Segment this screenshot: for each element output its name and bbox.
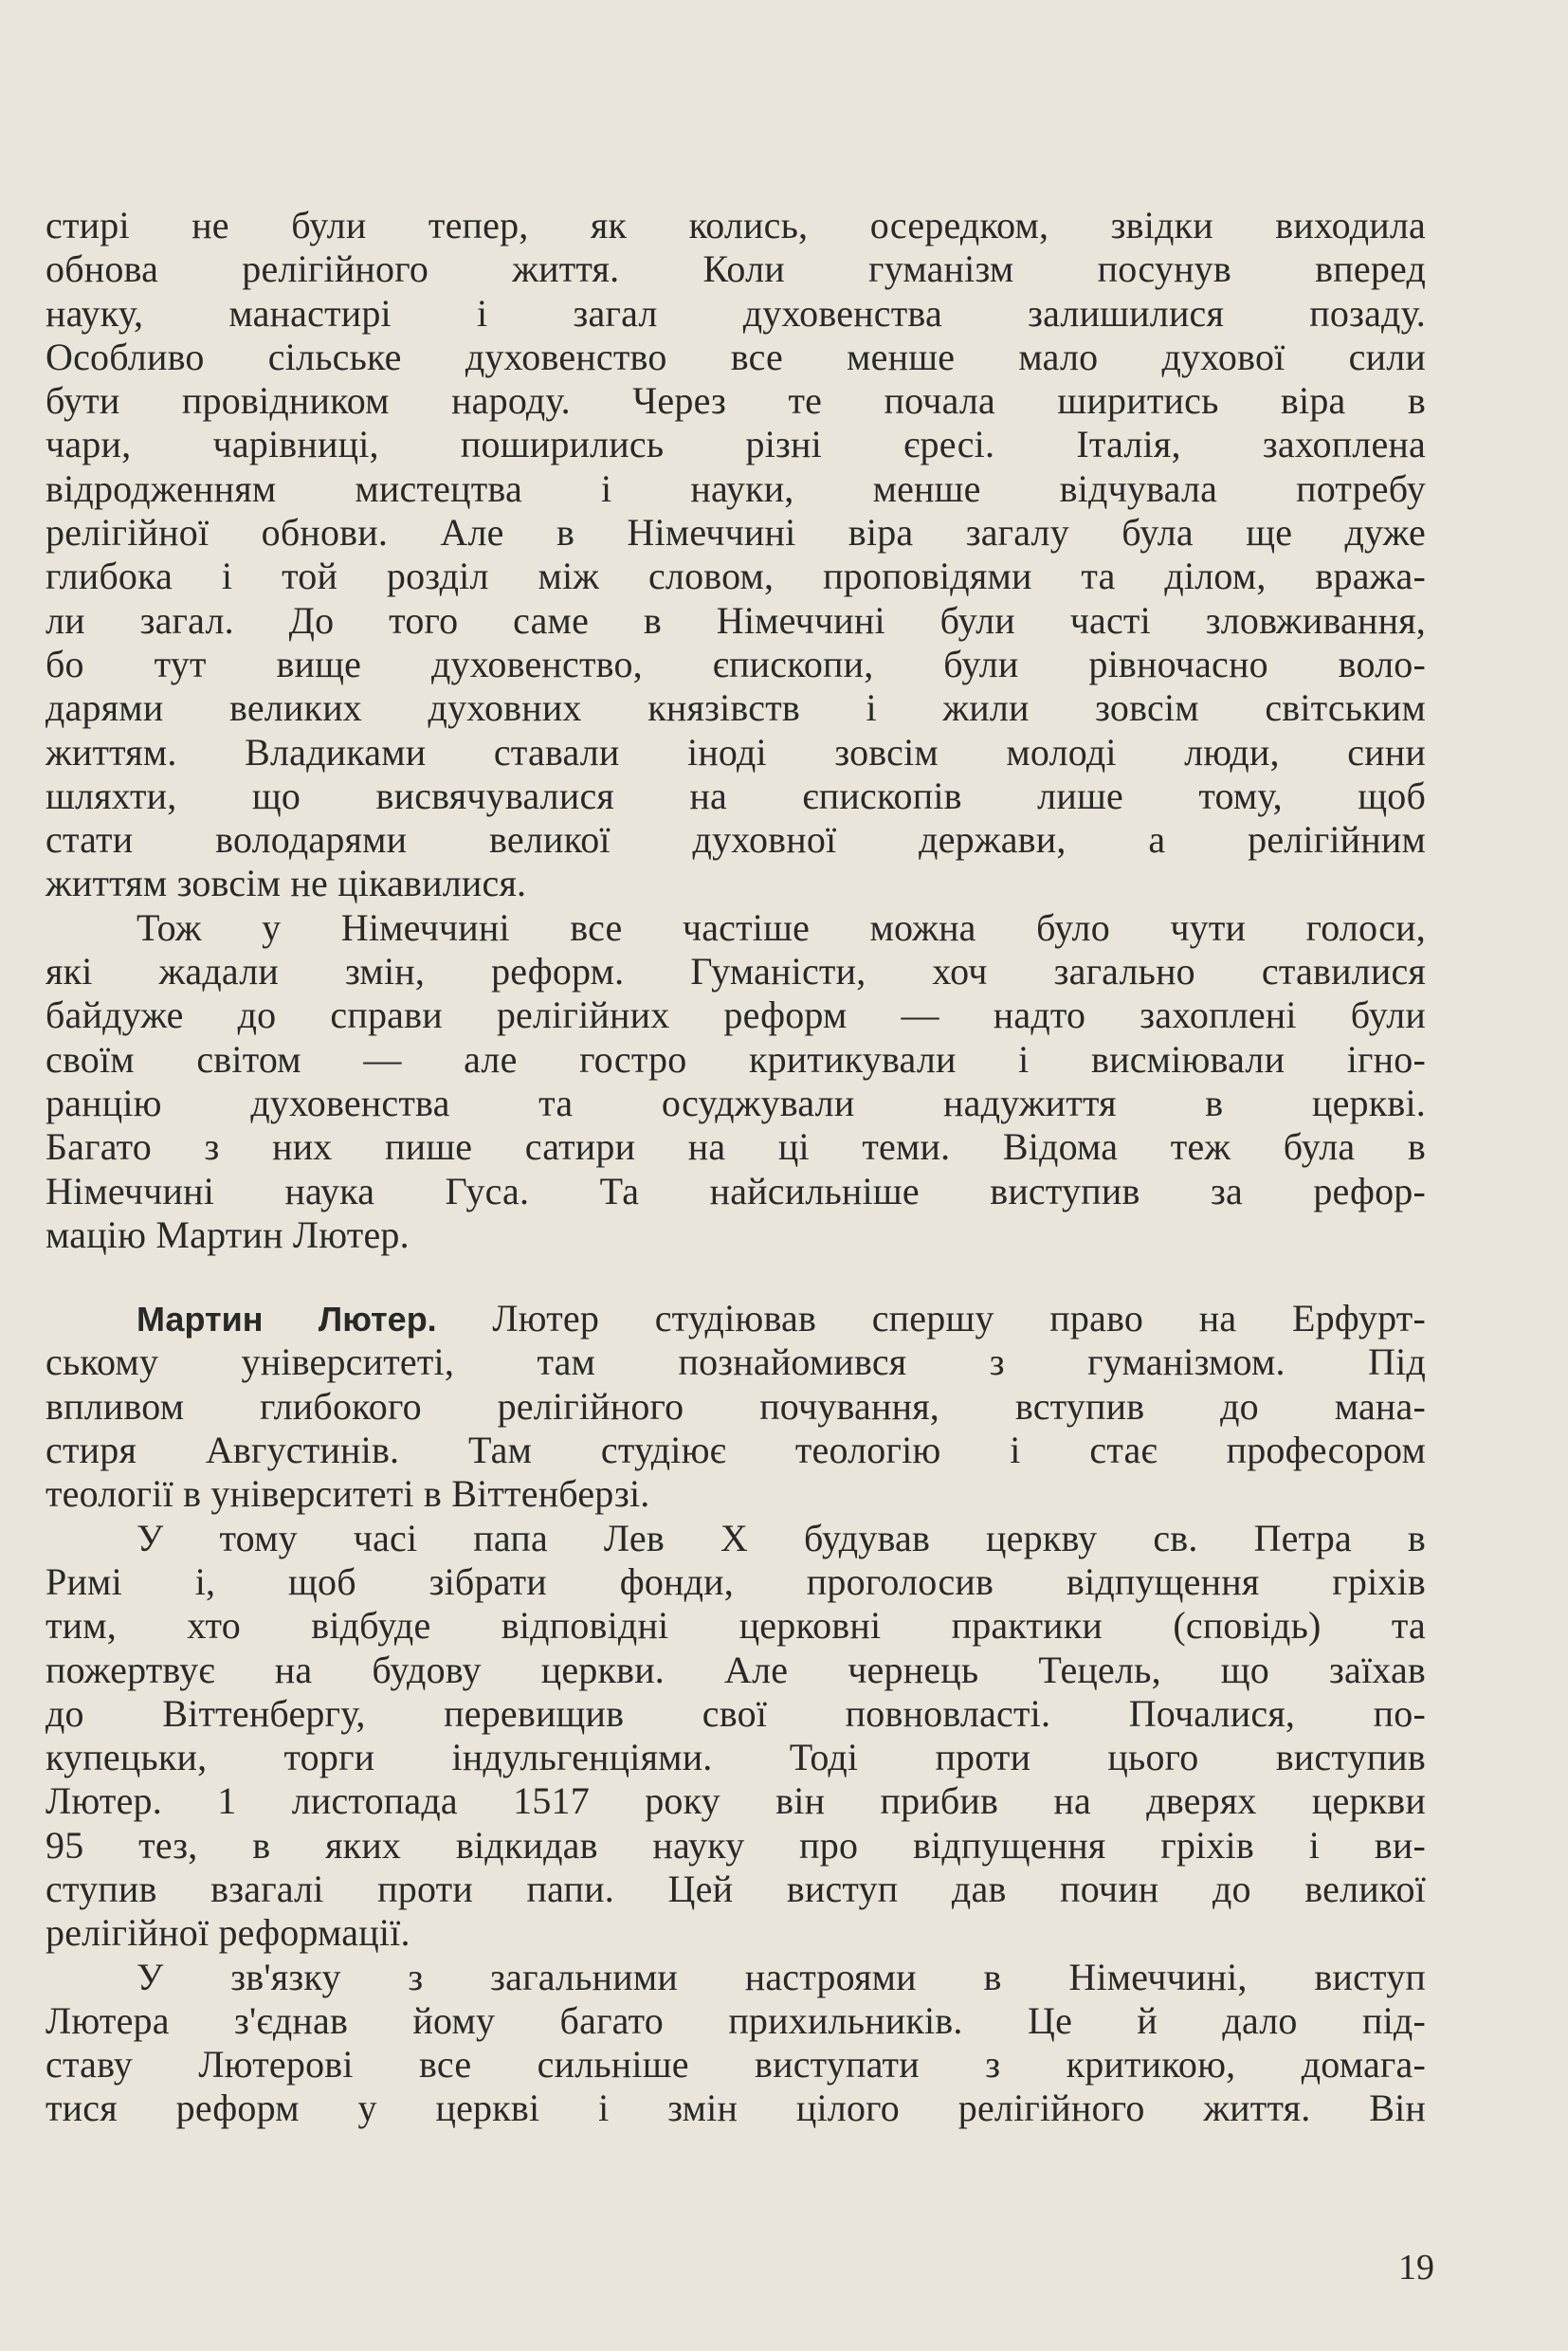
text-line: ставу Лютерові все сильніше виступати з критикою, домага-	[46, 2043, 1426, 2087]
text-line: ранцію духовенства та осуджували надужиття в церкві.	[46, 1081, 1426, 1124]
text-line	[46, 1297, 1426, 1340]
text-line: ському університеті, там познайомився з гуманізмом. Під	[46, 1340, 1426, 1384]
section-gap	[46, 1257, 1426, 1297]
text-line: впливом глибокого релігійного почування, вступив до мана-	[46, 1384, 1426, 1428]
text-line: Німеччині наука Гуса. Та найсильніше виступив за рефор-	[46, 1169, 1426, 1212]
text-line: стати володарями великої духовної держави, а релігійним	[46, 818, 1426, 862]
text-line: мацію Мартин Лютер.	[46, 1212, 410, 1256]
text-line: пожертвує на будову церкви. Але чернець Тецель, що заїхав	[46, 1648, 1426, 1691]
text-line: Особливо сільське духовенство все менше мало духової сили	[46, 335, 1426, 378]
text-line: ли загал. До того саме в Німеччині були часті зловживання,	[46, 598, 1426, 642]
page-number: 19	[1398, 2248, 1434, 2287]
text-line: бути провідником народу. Через те почала ширитись віра в	[46, 379, 1426, 423]
paragraph-4	[46, 1517, 1426, 1956]
text-line: до Віттенбергу, перевищив свої повновласті. Почалися, по-	[46, 1691, 1426, 1735]
text-line: життям зовсім не цікавилися.	[46, 862, 527, 905]
text-line: тим, хто відбуде відповідні церковні практики (сповідь) та	[46, 1604, 1426, 1648]
text-line: Лютер. 1 листопада 1517 року він прибив на дверях церкви	[46, 1779, 1426, 1823]
text-line: які жадали змін, реформ. Гуманісти, хоч загально ставилися	[46, 950, 1426, 993]
paragraph-2	[46, 906, 1426, 1257]
text-line: У зв'язку з загальними настроями в Німеччині, виступ	[137, 1955, 1426, 1998]
body-text	[46, 204, 1426, 2131]
section-heading: Мартин Лютер.	[137, 1300, 437, 1340]
text-line: дарями великих духовних князівств і жили зовсім світським	[46, 686, 1426, 730]
text-line: релігійної реформації.	[46, 1911, 410, 1955]
text-line: релігійної обнови. Але в Німеччині віра загалу була ще дуже	[46, 511, 1426, 555]
paragraph-5	[46, 1956, 1426, 2131]
text-line: відродженням мистецтва і науки, менше відчувала потребу	[46, 466, 1426, 510]
text-line: Римі і, щоб зібрати фонди, проголосив відпущення гріхів	[46, 1559, 1426, 1603]
text-line: ступив взагалі проти папи. Цей виступ дав почин до великої	[46, 1867, 1426, 1910]
text-line: тися реформ у церкві і змін цілого релігійного життя. Він	[46, 2087, 1426, 2130]
text-line: У тому часі папа Лев X будував церкву св. Петра в	[137, 1516, 1426, 1559]
text-line: стирі не були тепер, як колись, осередком, звідки виходила	[46, 204, 1426, 246]
text-line: Багато з них пише сатири на ці теми. Відома теж була в	[46, 1125, 1426, 1169]
text-line: бо тут вище духовенство, єпископи, були рівночасно воло-	[46, 642, 1426, 685]
text-line: шляхти, що висвячувалися на єпископів лише тому, щоб	[46, 774, 1426, 817]
text-line: теології в університеті в Віттенберзі.	[46, 1472, 650, 1516]
text-line: Лютера з'єднав йому багато прихильників. Це й дало під-	[46, 1998, 1426, 2042]
text-line-rest: Лютер студіював спершу право на Ерфурт-	[436, 1297, 1426, 1340]
paragraph-3	[46, 1297, 1426, 1516]
paragraph-1	[46, 204, 1426, 906]
text-line: чари, чарівниці, поширились різні єресі. Італія, захоплена	[46, 423, 1426, 466]
text-line: життям. Владиками ставали іноді зовсім молоді люди, сини	[46, 730, 1426, 774]
text-line: байдуже до справи релігійних реформ — надто захоплені були	[46, 993, 1426, 1037]
text-line: глибока і той розділ між словом, проповідями та ділом, вража-	[46, 555, 1426, 598]
text-line: обнова релігійного життя. Коли гуманізм посунув вперед	[46, 247, 1426, 291]
text-line: купецьки, торги індульгенціями. Тоді проти цього виступив	[46, 1736, 1426, 1779]
text-line: науку, манастирі і загал духовенства залишилися позаду.	[46, 291, 1426, 335]
text-line: 95 тез, в яких відкидав науку про відпущення гріхів і ви-	[46, 1823, 1426, 1867]
text-line: Тож у Німеччині все частіше можна було чути голоси,	[137, 905, 1426, 949]
text-line: своїм світом — але гостро критикували і висміювали ігно-	[46, 1037, 1426, 1081]
text-line: стиря Августинів. Там студіює теологію і стає професором	[46, 1429, 1426, 1472]
